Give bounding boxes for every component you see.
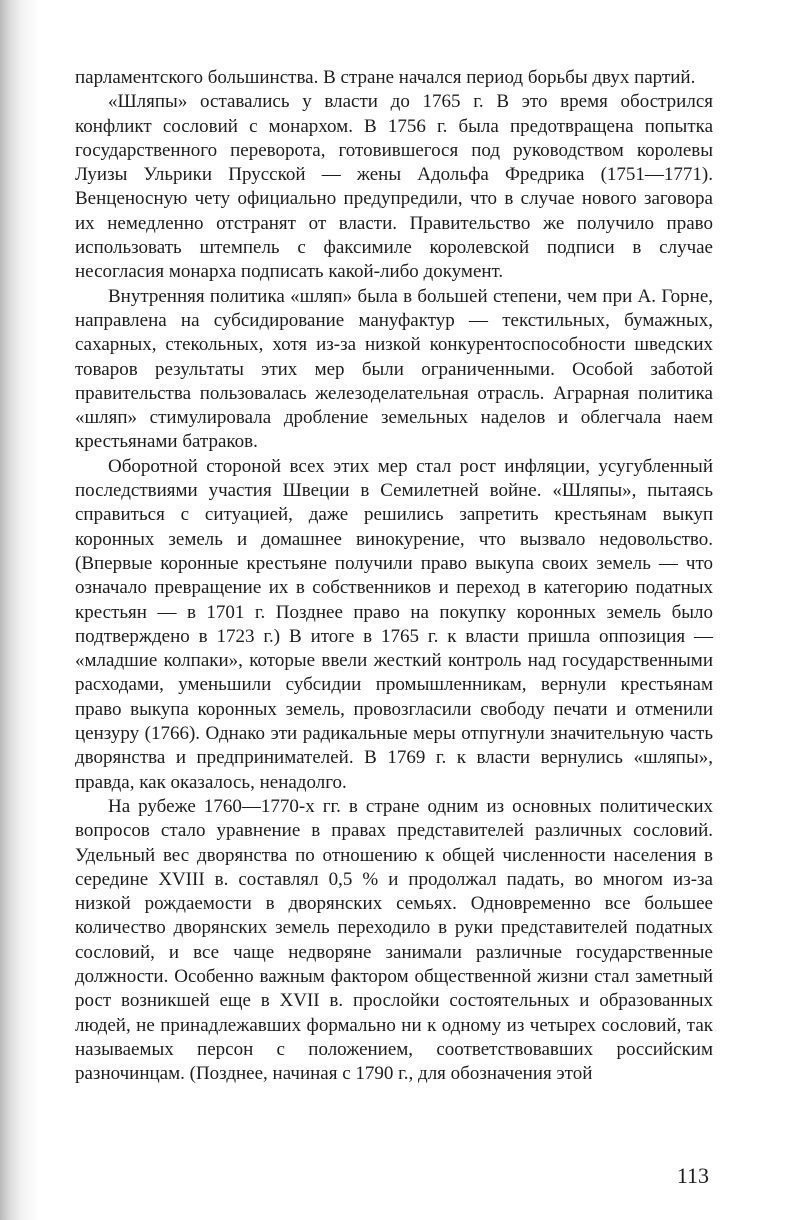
paragraph-3: Внутренняя политика «шляп» была в большей степени, чем при А. Горне, направлена на субсидирование мануфактур — текстильных, бумажных, сахарных, стекольных, хотя из-за низкой конкурентоспособности шведских товаров результаты этих мер были ограниченными. Особой заботой правительства пользовалась железоделательная отрасль. Аграрная политика «шляп» стимулировала дробление земельных наделов и облегчала наем крестьянами батраков. [75,285,713,453]
body-text [75,66,713,1086]
paragraph-4: Оборотной стороной всех этих мер стал рост инфляции, усугубленный последствиями участия Швеции в Семилетней войне. «Шляпы», пытаясь справиться с ситуацией, даже решились запретить крестьянам выкуп коронных земель и домашнее винокурение, что вызвало недовольство. (Впервые коронные крестьяне получили право выкупа своих земель — что означало превращение их в собственников и переход в категорию податных крестьян — в 1701 г. Позднее право на покупку коронных земель было подтверждено в 1723 г.) В итоге в 1765 г. к власти пришла оппозиция — «младшие колпаки», которые ввели жесткий контроль над государственными расходами, уменьшили субсидии промышленникам, вернули крестьянам право выкупа коронных земель, провозгласили свободу печати и отменили цензуру (1766). Однако эти радикальные меры отпугнули значительную часть дворянства и предпринимателей. В 1769 г. к власти вернулись «шляпы», правда, как оказалось, ненадолго. [75,455,713,793]
page-number: 113 [676,1163,709,1188]
paragraph-2: «Шляпы» оставались у власти до 1765 г. В это время обострился конфликт сословий с монархом. В 1756 г. была предотвращена попытка государственного переворота, готовившегося под руководством королевы Луизы Ульрики Прусской — жены Адольфа Фредрика (1751—1771). Венценосную чету официально предупредили, что в случае нового заговора их немедленно отстранят от власти. Правительство же получило право использовать штемпель с факсимиле королевской подписи в случае несогласия монарха подписать какой-либо документ. [75,91,713,283]
paragraph-1: парламентского большинства. В стране начался период борьбы двух партий. [75,67,696,88]
paragraph-5: На рубеже 1760—1770-х гг. в стране одним из основных политических вопросов стало уравнение в правах представителей различных сословий. Удельный вес дворянства по отношению к общей численности населения в середине XVIII в. составлял 0,5 % и продолжал падать, во многом из-за низкой рождаемости в дворянских семьях. Одновременно все большее количество дворянских земель переходило в руки представителей податных сословий, и все чаще недворяне занимали различные государственные должности. Особенно важным фактором общественной жизни стал заметный рост возникшей еще в XVII в. прослойки состоятельных и образованных людей, не принадлежавших формально ни к одному из четырех сословий, так называемых персон с положением, соответствовавших российским разночинцам. (Позднее, начиная с 1790 г., для обозначения этой [75,795,713,1085]
